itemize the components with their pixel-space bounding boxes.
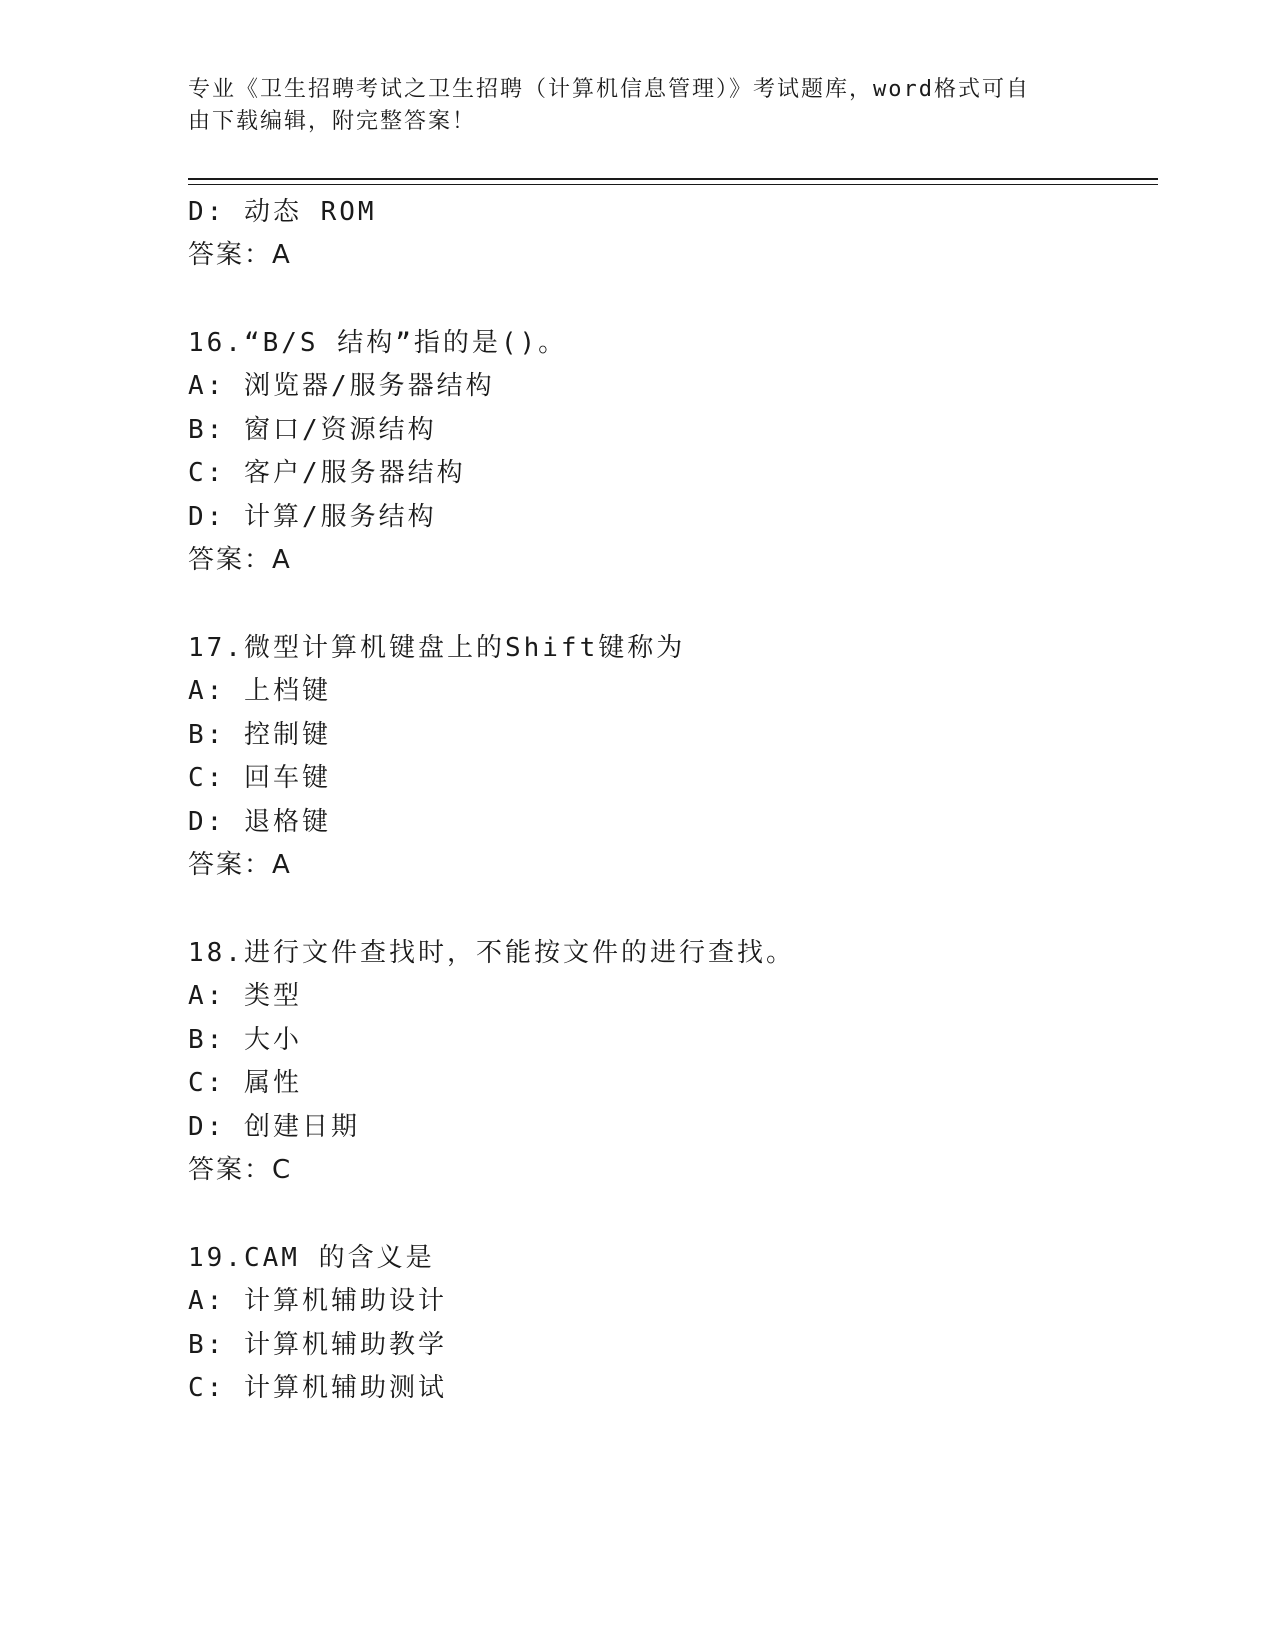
answer-line: 答案：A <box>188 240 292 270</box>
option-line: C: 回车键 <box>188 763 331 793</box>
question-18: 18.进行文件查找时，不能按文件的进行查找。 <box>188 938 795 968</box>
answer-line: 答案：C <box>188 1155 293 1185</box>
option-line: D: 创建日期 <box>188 1112 360 1142</box>
question-17: 17.微型计算机键盘上的Shift键称为 <box>188 633 686 663</box>
option-line: B: 计算机辅助教学 <box>188 1330 447 1360</box>
option-line: D: 退格键 <box>188 807 331 837</box>
option-line: D: 动态 ROM <box>188 197 377 227</box>
document-header <box>188 74 1088 138</box>
answer-line: 答案：A <box>188 545 292 575</box>
option-line: B: 控制键 <box>188 720 331 750</box>
question-19: 19.CAM 的含义是 <box>188 1243 435 1273</box>
option-line: B: 窗口/资源结构 <box>188 415 437 445</box>
question-16: 16.“B/S 结构”指的是()。 <box>188 328 568 358</box>
header-divider-thin <box>188 184 1158 185</box>
option-line: C: 计算机辅助测试 <box>188 1373 447 1403</box>
header-divider-thick <box>188 178 1158 180</box>
option-line: C: 属性 <box>188 1068 302 1098</box>
option-line: B: 大小 <box>188 1025 302 1055</box>
header-line-1: 专业《卫生招聘考试之卫生招聘（计算机信息管理）》考试题库，word格式可自 <box>188 77 1030 102</box>
option-line: A: 浏览器/服务器结构 <box>188 371 495 401</box>
option-line: D: 计算/服务结构 <box>188 502 437 532</box>
header-line-2: 由下载编辑，附完整答案！ <box>188 109 477 134</box>
option-line: A: 计算机辅助设计 <box>188 1286 447 1316</box>
option-line: A: 上档键 <box>188 676 331 706</box>
option-line: A: 类型 <box>188 981 302 1011</box>
option-line: C: 客户/服务器结构 <box>188 458 466 488</box>
answer-line: 答案：A <box>188 850 292 880</box>
